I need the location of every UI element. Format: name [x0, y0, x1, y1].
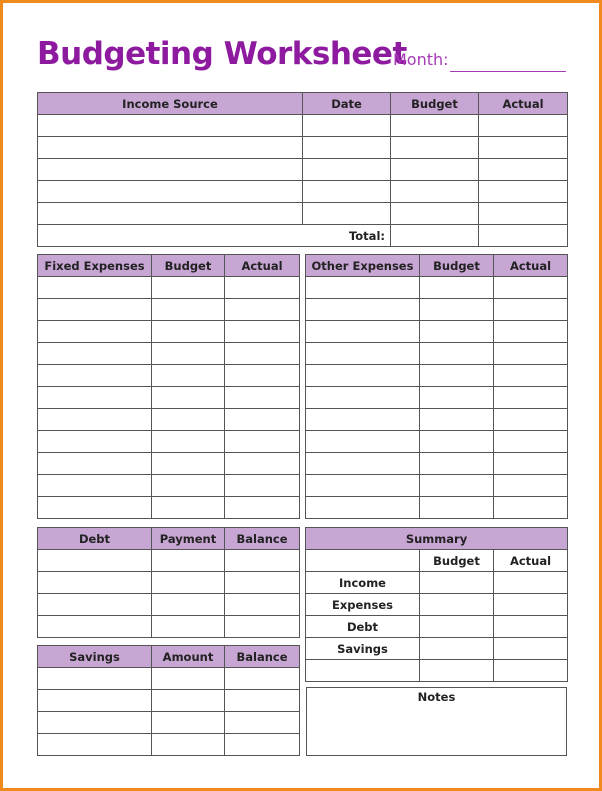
entry-cell[interactable]: [479, 137, 568, 159]
table-row: [38, 668, 300, 690]
entry-cell[interactable]: [420, 277, 494, 299]
entry-cell[interactable]: [391, 137, 479, 159]
entry-cell[interactable]: [303, 159, 391, 181]
table-row: [38, 734, 300, 756]
entry-cell[interactable]: [152, 734, 225, 756]
entry-cell[interactable]: [420, 594, 494, 616]
entry-cell[interactable]: [38, 203, 303, 225]
entry-cell[interactable]: [494, 365, 568, 387]
entry-cell[interactable]: [225, 550, 300, 572]
entry-cell[interactable]: [306, 365, 420, 387]
entry-cell[interactable]: [38, 431, 152, 453]
notes-title: Notes: [417, 690, 456, 704]
entry-cell[interactable]: [420, 660, 494, 682]
entry-cell[interactable]: [306, 431, 420, 453]
table-row: [306, 475, 568, 497]
entry-cell[interactable]: [38, 409, 152, 431]
entry-cell[interactable]: [420, 365, 494, 387]
table-row: [38, 475, 300, 497]
entry-cell[interactable]: [479, 115, 568, 137]
entry-cell[interactable]: [225, 690, 300, 712]
entry-cell[interactable]: [38, 690, 152, 712]
entry-cell[interactable]: [38, 137, 303, 159]
entry-cell[interactable]: [306, 277, 420, 299]
entry-cell[interactable]: [306, 343, 420, 365]
table-row: [306, 365, 568, 387]
table-row: [306, 497, 568, 519]
page-title: Budgeting Worksheet: [37, 36, 407, 72]
entry-cell[interactable]: [420, 475, 494, 497]
entry-cell[interactable]: [225, 734, 300, 756]
entry-cell[interactable]: [152, 668, 225, 690]
table-row: [38, 712, 300, 734]
table-row: [306, 343, 568, 365]
entry-cell[interactable]: [494, 660, 568, 682]
notes-box[interactable]: [306, 687, 567, 756]
summary-row-label: Debt: [306, 616, 420, 638]
table-row: [38, 550, 300, 572]
entry-cell[interactable]: [225, 453, 300, 475]
entry-cell[interactable]: [225, 431, 300, 453]
table-row: [38, 690, 300, 712]
entry-cell[interactable]: [303, 181, 391, 203]
month-field[interactable]: [450, 71, 566, 72]
entry-cell[interactable]: [306, 453, 420, 475]
col-income-source: Income Source: [38, 93, 303, 115]
entry-cell[interactable]: [494, 638, 568, 660]
income-table: [37, 92, 568, 247]
col-savings: Savings: [38, 646, 152, 668]
entry-cell[interactable]: [38, 712, 152, 734]
col-payment: Payment: [152, 528, 225, 550]
table-row: [38, 409, 300, 431]
entry-cell[interactable]: [494, 616, 568, 638]
entry-cell[interactable]: [152, 365, 225, 387]
entry-cell[interactable]: [38, 115, 303, 137]
entry-cell[interactable]: [152, 690, 225, 712]
entry-cell[interactable]: [225, 668, 300, 690]
col-date: Date: [303, 93, 391, 115]
entry-cell[interactable]: [420, 299, 494, 321]
entry-cell[interactable]: [152, 572, 225, 594]
entry-cell[interactable]: [38, 321, 152, 343]
savings-table: [37, 645, 300, 756]
entry-cell[interactable]: [152, 277, 225, 299]
entry-cell[interactable]: [152, 475, 225, 497]
entry-cell[interactable]: [494, 321, 568, 343]
summary-table: [305, 527, 568, 682]
table-row: [38, 203, 568, 225]
col-actual: Actual: [225, 255, 300, 277]
entry-cell[interactable]: [38, 181, 303, 203]
entry-cell[interactable]: [420, 387, 494, 409]
table-row: [306, 321, 568, 343]
col-budget: Budget: [391, 93, 479, 115]
entry-cell[interactable]: [306, 475, 420, 497]
col-debt: Debt: [38, 528, 152, 550]
entry-cell[interactable]: [494, 409, 568, 431]
entry-cell[interactable]: [38, 387, 152, 409]
col-fixed-expenses: Fixed Expenses: [38, 255, 152, 277]
month-label: Month:: [393, 50, 449, 69]
table-row: [306, 453, 568, 475]
table-row: [38, 137, 568, 159]
entry-cell[interactable]: [38, 343, 152, 365]
entry-cell[interactable]: [479, 203, 568, 225]
entry-cell[interactable]: [225, 616, 300, 638]
entry-cell[interactable]: [225, 712, 300, 734]
table-row: [306, 431, 568, 453]
entry-cell[interactable]: [420, 321, 494, 343]
entry-cell[interactable]: [225, 299, 300, 321]
entry-cell[interactable]: [152, 497, 225, 519]
col-budget: Budget: [420, 255, 494, 277]
income-header: [38, 93, 568, 115]
entry-cell[interactable]: [38, 668, 152, 690]
entry-cell[interactable]: [38, 277, 152, 299]
entry-cell[interactable]: [38, 734, 152, 756]
entry-cell[interactable]: [225, 497, 300, 519]
col-balance: Balance: [225, 646, 300, 668]
entry-cell[interactable]: [420, 453, 494, 475]
col-other-expenses: Other Expenses: [306, 255, 420, 277]
entry-cell[interactable]: [152, 616, 225, 638]
total-spacer: [38, 225, 303, 247]
entry-cell[interactable]: [152, 343, 225, 365]
summary-row-label: Savings: [306, 638, 420, 660]
entry-cell[interactable]: [38, 497, 152, 519]
entry-cell[interactable]: [494, 387, 568, 409]
summary-row-label: Income: [306, 572, 420, 594]
entry-cell[interactable]: [303, 115, 391, 137]
entry-cell[interactable]: [306, 321, 420, 343]
summary-row-label: Expenses: [306, 594, 420, 616]
entry-cell[interactable]: [225, 594, 300, 616]
entry-cell[interactable]: [420, 572, 494, 594]
entry-cell[interactable]: [420, 638, 494, 660]
entry-cell[interactable]: [494, 343, 568, 365]
col-budget: Budget: [152, 255, 225, 277]
table-row: [306, 572, 568, 594]
other-expenses-table: [305, 254, 568, 519]
entry-cell[interactable]: [152, 409, 225, 431]
entry-cell[interactable]: [306, 497, 420, 519]
entry-cell[interactable]: [494, 431, 568, 453]
entry-cell[interactable]: [152, 453, 225, 475]
entry-cell[interactable]: [38, 616, 152, 638]
table-row: [38, 181, 568, 203]
table-row: [306, 616, 568, 638]
entry-cell[interactable]: [38, 550, 152, 572]
entry-cell[interactable]: [306, 387, 420, 409]
table-row: [306, 277, 568, 299]
col-amount: Amount: [152, 646, 225, 668]
entry-cell[interactable]: [420, 616, 494, 638]
entry-cell[interactable]: [152, 550, 225, 572]
entry-cell[interactable]: [152, 594, 225, 616]
entry-cell[interactable]: [494, 497, 568, 519]
table-row: [38, 387, 300, 409]
entry-cell[interactable]: [306, 409, 420, 431]
entry-cell[interactable]: [225, 572, 300, 594]
entry-cell[interactable]: [152, 431, 225, 453]
col-balance: Balance: [225, 528, 300, 550]
entry-cell[interactable]: [225, 365, 300, 387]
entry-cell[interactable]: [225, 387, 300, 409]
entry-cell[interactable]: [391, 115, 479, 137]
entry-cell[interactable]: [152, 299, 225, 321]
table-row: [38, 159, 568, 181]
col-actual: Actual: [494, 255, 568, 277]
entry-cell[interactable]: [303, 137, 391, 159]
total-budget-cell[interactable]: [391, 225, 479, 247]
entry-cell[interactable]: [494, 572, 568, 594]
entry-cell[interactable]: [303, 203, 391, 225]
entry-cell[interactable]: [494, 453, 568, 475]
table-row: [38, 365, 300, 387]
table-row: [306, 299, 568, 321]
table-row: [38, 299, 300, 321]
entry-cell[interactable]: [38, 365, 152, 387]
entry-cell[interactable]: [479, 159, 568, 181]
col-budget: Budget: [420, 550, 494, 572]
entry-cell[interactable]: [38, 159, 303, 181]
entry-cell[interactable]: [225, 321, 300, 343]
entry-cell[interactable]: [494, 594, 568, 616]
table-row: [38, 321, 300, 343]
entry-cell[interactable]: [391, 203, 479, 225]
summary-corner: [306, 550, 420, 572]
entry-cell[interactable]: [420, 343, 494, 365]
table-row: [38, 115, 568, 137]
summary-title: Summary: [306, 528, 568, 550]
entry-cell[interactable]: [152, 321, 225, 343]
table-row: [306, 409, 568, 431]
col-actual: Actual: [479, 93, 568, 115]
col-actual: Actual: [494, 550, 568, 572]
table-row: [38, 497, 300, 519]
summary-row-label: [306, 660, 420, 682]
entry-cell[interactable]: [479, 181, 568, 203]
table-row: [306, 638, 568, 660]
table-row: [38, 343, 300, 365]
total-actual-cell[interactable]: [479, 225, 568, 247]
table-row: [38, 453, 300, 475]
table-row: [38, 616, 300, 638]
entry-cell[interactable]: [494, 475, 568, 497]
table-row: [38, 594, 300, 616]
entry-cell[interactable]: [420, 409, 494, 431]
entry-cell[interactable]: [391, 159, 479, 181]
table-row: [38, 572, 300, 594]
entry-cell[interactable]: [225, 475, 300, 497]
entry-cell[interactable]: [225, 277, 300, 299]
entry-cell[interactable]: [152, 712, 225, 734]
table-row: [38, 277, 300, 299]
debt-table: [37, 527, 300, 638]
table-row: [38, 431, 300, 453]
fixed-expenses-table: [37, 254, 300, 519]
entry-cell[interactable]: [420, 431, 494, 453]
entry-cell[interactable]: [225, 409, 300, 431]
income-total-row: [38, 225, 568, 247]
entry-cell[interactable]: [38, 594, 152, 616]
entry-cell[interactable]: [38, 453, 152, 475]
table-row: [306, 594, 568, 616]
table-row: [306, 387, 568, 409]
entry-cell[interactable]: [494, 299, 568, 321]
entry-cell[interactable]: [306, 299, 420, 321]
entry-cell[interactable]: [38, 475, 152, 497]
entry-cell[interactable]: [38, 299, 152, 321]
entry-cell[interactable]: [38, 572, 152, 594]
entry-cell[interactable]: [152, 387, 225, 409]
entry-cell[interactable]: [225, 343, 300, 365]
entry-cell[interactable]: [494, 277, 568, 299]
table-row: [306, 660, 568, 682]
entry-cell[interactable]: [420, 497, 494, 519]
entry-cell[interactable]: [391, 181, 479, 203]
total-label: Total:: [303, 225, 391, 247]
